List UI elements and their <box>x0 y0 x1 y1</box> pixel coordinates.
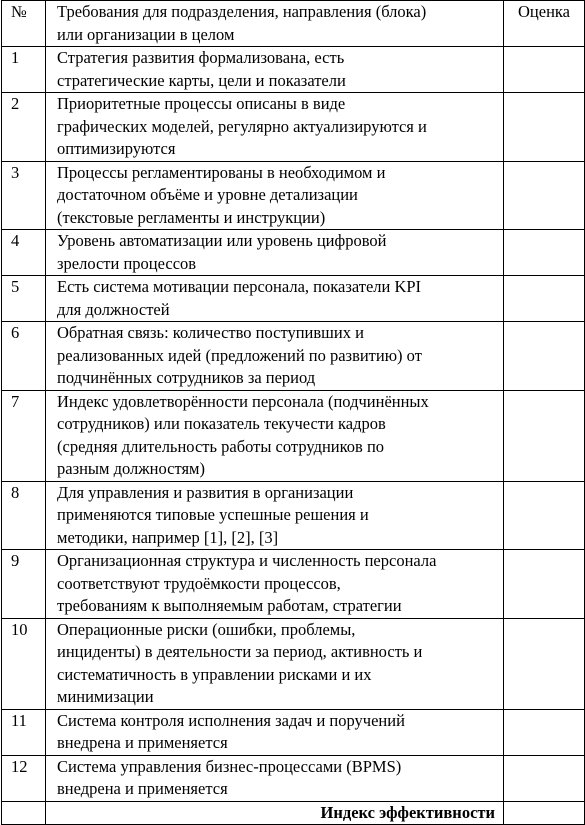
requirement-text <box>46 755 504 801</box>
requirement-line: (текстовые регламенты и инструкции) <box>57 207 326 227</box>
requirement-line: Операционные риски (ошибки, проблемы, <box>57 619 356 639</box>
requirement-line: реализованных идей (предложений по развитию) от <box>57 345 422 365</box>
row-number: 10 <box>2 618 46 709</box>
requirement-line: Уровень автоматизации или уровень цифровой <box>57 231 387 250</box>
requirement-line: стратегические карты, цели и показатели <box>57 70 346 90</box>
requirement-text <box>46 481 504 550</box>
requirement-text <box>46 390 504 481</box>
score-cell[interactable] <box>504 276 585 322</box>
score-cell[interactable] <box>504 390 585 481</box>
row-number: 4 <box>2 230 46 276</box>
row-number: 7 <box>2 390 46 481</box>
requirement-line: соответствуют трудоёмкости процессов, <box>57 573 341 593</box>
table-row <box>2 390 585 481</box>
table-row <box>2 276 585 322</box>
index-score-cell[interactable] <box>504 801 585 825</box>
table-row <box>2 230 585 276</box>
requirement-text <box>46 709 504 755</box>
score-cell[interactable] <box>504 47 585 93</box>
row-number: 5 <box>2 276 46 322</box>
requirement-line: для должностей <box>57 299 170 319</box>
header-requirement <box>46 1 504 47</box>
score-cell[interactable] <box>504 481 585 550</box>
requirement-text <box>46 161 504 230</box>
requirement-line: сотрудников) или показатель текучести кадров <box>57 414 386 433</box>
requirement-line: систематичность в управлении рисками и их <box>57 664 372 684</box>
requirement-line: Есть система мотивации персонала, показатели KPI <box>57 277 422 296</box>
requirement-line: Приоритетные процессы описаны в виде <box>57 94 346 113</box>
requirements-table <box>1 0 585 825</box>
requirement-text <box>46 230 504 276</box>
requirement-line: Процессы регламентированы в необходимом и <box>57 162 386 182</box>
requirement-text <box>46 276 504 322</box>
score-cell[interactable] <box>504 709 585 755</box>
score-cell[interactable] <box>504 230 585 276</box>
requirement-text <box>46 47 504 93</box>
requirement-line: инциденты) в деятельности за период, активность и <box>57 642 423 661</box>
table-row <box>2 709 585 755</box>
requirement-line: внедрена и применяется <box>57 733 228 752</box>
row-number: 9 <box>2 550 46 619</box>
header-score: Оценка <box>504 1 585 47</box>
requirement-line: минимизации <box>57 687 154 706</box>
requirement-line: подчинённых сотрудников за период <box>57 368 316 387</box>
row-number: 8 <box>2 481 46 550</box>
requirement-line: применяются типовые успешные решения и <box>57 505 369 524</box>
requirement-text <box>46 93 504 162</box>
score-cell[interactable] <box>504 618 585 709</box>
score-cell[interactable] <box>504 755 585 801</box>
header-requirement-line: или организации в целом <box>57 24 235 44</box>
score-cell[interactable] <box>504 322 585 391</box>
row-number: 12 <box>2 755 46 801</box>
table-row <box>2 550 585 619</box>
row-number: 6 <box>2 322 46 391</box>
requirement-line: графических моделей, регулярно актуализируются и <box>57 116 427 136</box>
table-row <box>2 322 585 391</box>
requirement-line: Система контроля исполнения задач и поручений <box>57 710 405 730</box>
requirement-text <box>46 550 504 619</box>
table-row <box>2 481 585 550</box>
requirement-text <box>46 618 504 709</box>
header-num: № <box>2 1 46 47</box>
requirement-line: Организационная структура и численность персонала <box>57 551 437 570</box>
index-row <box>2 801 585 825</box>
table-row <box>2 755 585 801</box>
table-row <box>2 618 585 709</box>
requirement-line: требованиям к выполняемым работам, стратегии <box>57 596 402 615</box>
requirement-line: Система управления бизнес-процессами (BPMS) <box>57 756 402 776</box>
score-cell[interactable] <box>504 93 585 162</box>
requirement-line: Обратная связь: количество поступивших и <box>57 323 364 342</box>
table-row <box>2 47 585 93</box>
table-row <box>2 161 585 230</box>
requirement-line: Стратегия развития формализована, есть <box>57 48 345 67</box>
row-number: 3 <box>2 161 46 230</box>
score-cell[interactable] <box>504 161 585 230</box>
table-row <box>2 93 585 162</box>
header-requirement-line: Требования для подразделения, направления (блока) <box>57 2 427 21</box>
requirement-line: зрелости процессов <box>57 253 197 273</box>
requirement-line: Индекс удовлетворённости персонала (подчинённых <box>57 391 429 411</box>
table-header-row <box>2 1 585 47</box>
requirement-line: внедрена и применяется <box>57 779 228 798</box>
index-row-num-cell <box>2 801 46 825</box>
requirement-line: достаточном объёме и уровне детализации <box>57 185 358 204</box>
index-label: Индекс эффективности <box>46 801 504 825</box>
requirement-line: методики, например [1], [2], [3] <box>57 527 279 547</box>
table-body <box>2 47 585 802</box>
requirement-line: разным должностям) <box>57 459 205 478</box>
row-number: 2 <box>2 93 46 162</box>
row-number: 11 <box>2 709 46 755</box>
score-cell[interactable] <box>504 550 585 619</box>
requirement-line: оптимизируются <box>57 139 176 158</box>
requirement-line: (средняя длительность работы сотрудников по <box>57 436 385 456</box>
requirement-line: Для управления и развития в организации <box>57 482 354 502</box>
requirement-text <box>46 322 504 391</box>
row-number: 1 <box>2 47 46 93</box>
